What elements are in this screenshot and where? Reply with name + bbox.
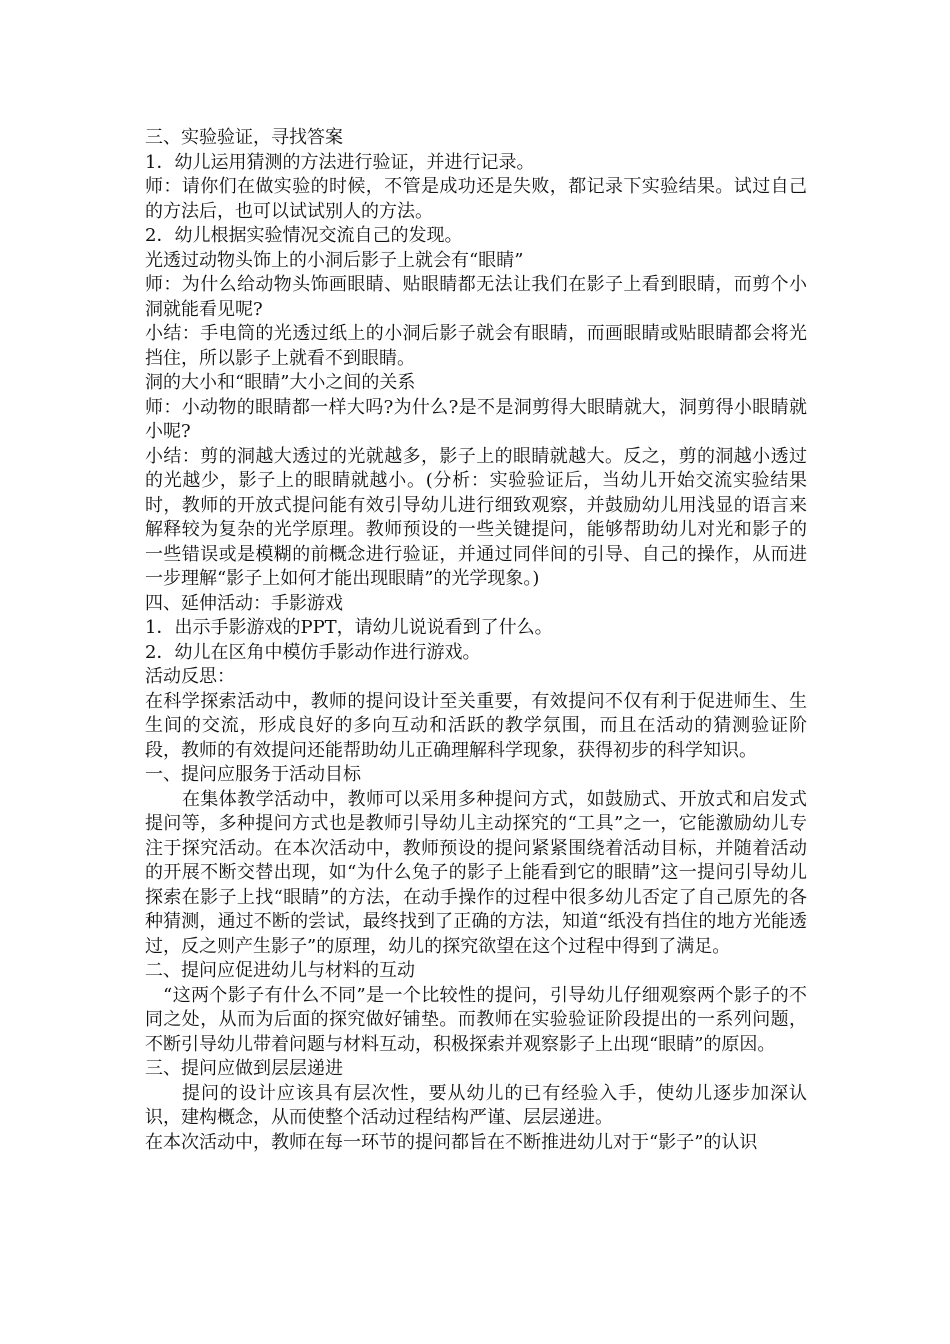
step-item-2: 2．幼儿在区角中模仿手影动作进行游戏。 — [145, 641, 481, 663]
section-heading-3: 三、实验验证，寻找答案 — [145, 127, 343, 148]
reflection-heading-1: 一、提问应服务于活动目标 — [145, 764, 361, 785]
step-item-1: 1．出示手影游戏的PPT，请幼儿说说看到了什么。 — [145, 617, 553, 638]
step-item-2: 2．幼儿根据实验情况交流自己的发现。 — [145, 225, 463, 246]
step-item-1: 1．幼儿运用猜测的方法进行验证，并进行记录。 — [145, 151, 535, 173]
summary-paragraph: 小结：手电筒的光透过纸上的小洞后影子就会有眼睛，而画眼睛或贴眼睛都会将光挡住，所以影子上就看不到眼睛。 — [145, 323, 807, 369]
teacher-question: 师：为什么给动物头饰画眼睛、贴眼睛都无法让我们在影子上看到眼睛，而剪个小洞就能看见呢? — [145, 274, 807, 320]
reflection-paragraph-4: 在本次活动中，教师在每一环节的提问都旨在不断推进幼儿对于“影子”的认识 — [145, 1131, 758, 1153]
reflection-heading-3: 三、提问应做到层层递进 — [145, 1058, 343, 1079]
subtopic-heading: 洞的大小和“眼睛”大小之间的关系 — [145, 372, 416, 393]
section-heading-4: 四、延伸活动：手影游戏 — [145, 592, 343, 614]
reflection-paragraph-1: 在集体教学活动中，教师可以采用多种提问方式，如鼓励式、开放式和启发式提问等，多种提问方式也是教师引导幼儿主动探究的“工具”之一，它能激励幼儿专注于探究活动。在本次活动中，教师预设的提问紧紧围绕着活动目标，并随着活动的开展不断交替出现，如“为什么兔子的影子上能看到它的眼睛”这一提问引导幼儿探索在影子上找“眼睛”的方法，在动手操作的过程中很多幼儿否定了自己原先的各种猜测，通过不断的尝试，最终找到了正确的方法，知道“纸没有挡住的地方光能透过，反之则产生影子”的原理，幼儿的探究欲望在这个过程中得到了满足。 — [145, 788, 807, 957]
summary-analysis-paragraph: 小结：剪的洞越大透过的光就越多，影子上的眼睛就越大。反之，剪的洞越小透过的光越少，影子上的眼睛就越小。(分析：实验验证后，当幼儿开始交流实验结果时，教师的开放式提问能有效引导幼儿进行细致观察，并鼓励幼儿用浅显的语言来解释较为复杂的光学原理。教师预设的一些关键提问，能够帮助幼儿对光和影子的一些错误或是模糊的前概念进行验证，并通过同伴间的引导、自己的操作，从而进一步理解“影子上如何才能出现眼睛”的光学现象。) — [145, 445, 807, 589]
subtopic-heading: 光透过动物头饰上的小洞后影子上就会有“眼睛” — [145, 249, 524, 271]
teacher-question: 师：小动物的眼睛都一样大吗?为什么?是不是洞剪得大眼睛就大，洞剪得小眼睛就小呢? — [145, 396, 807, 442]
teacher-prompt: 师：请你们在做实验的时候，不管是成功还是失败，都记录下实验结果。试过自己的方法后，也可以试试别人的方法。 — [145, 176, 807, 222]
reflection-paragraph-2: “这两个影子有什么不同”是一个比较性的提问，引导幼儿仔细观察两个影子的不同之处，从而为后面的探究做好铺垫。而教师在实验验证阶段提出的一系列问题，不断引导幼儿带着问题与材料互动，积极探索并观察影子上出现“眼睛”的原因。 — [145, 984, 807, 1055]
document-body — [145, 126, 807, 1155]
reflection-heading-2: 二、提问应促进幼儿与材料的互动 — [145, 960, 415, 981]
reflection-intro: 在科学探索活动中，教师的提问设计至关重要，有效提问不仅有利于促进师生、生生间的交流，形成良好的多向互动和活跃的教学氛围，而且在活动的猜测验证阶段，教师的有效提问还能帮助幼儿正确理解科学现象，获得初步的科学知识。 — [145, 690, 807, 761]
reflection-paragraph-3: 提问的设计应该具有层次性，要从幼儿的已有经验入手，使幼儿逐步加深认识，建构概念，从而使整个活动过程结构严谨、层层递进。 — [145, 1082, 807, 1128]
reflection-heading: 活动反思： — [145, 666, 235, 687]
